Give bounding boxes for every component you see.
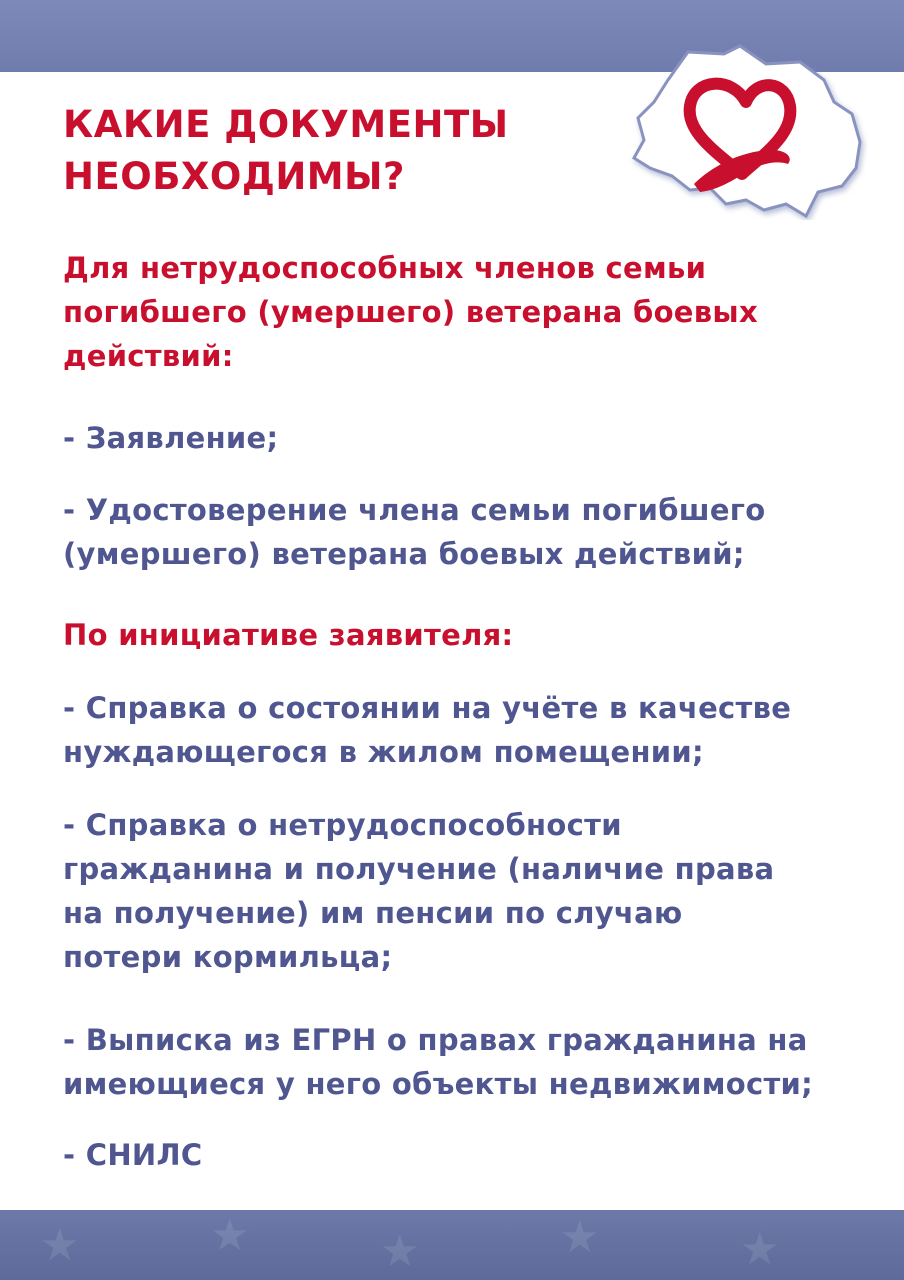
item-line: - Справка о состоянии на учёте в качестве: [63, 691, 792, 725]
heart-hand-map-icon: [628, 40, 868, 220]
list-item-disability-certificate: [63, 803, 863, 979]
page-title: [63, 99, 623, 203]
list-item-egrn-extract: [63, 1018, 863, 1106]
bottom-band: [0, 1210, 904, 1280]
item-line: - Справка о нетрудоспособности: [63, 808, 622, 842]
heading-line: погибшего (умершего) ветерана боевых: [63, 295, 758, 329]
item-line: имеющиеся у него объекты недвижимости;: [63, 1067, 814, 1101]
list-item-housing-certificate: [63, 686, 863, 774]
heading-line: Для нетрудоспособных членов семьи: [63, 251, 707, 285]
title-line: НЕОБХОДИМЫ?: [63, 155, 405, 198]
list-item-application: [63, 416, 863, 460]
star-icon: ★: [740, 1224, 780, 1275]
item-line: (умершего) ветерана боевых действий;: [63, 537, 745, 571]
initiative-section-heading: [63, 613, 863, 657]
item-line: - Выписка из ЕГРН о правах гражданина на: [63, 1023, 808, 1057]
star-icon: ★: [380, 1226, 420, 1277]
heading-line: действий:: [63, 339, 234, 373]
item-line: гражданина и получение (наличие права: [63, 852, 775, 886]
family-section-heading: [63, 246, 863, 378]
item-line: - Заявление;: [63, 421, 279, 455]
item-line: нуждающегося в жилом помещении;: [63, 735, 704, 769]
item-line: - СНИЛС: [63, 1138, 203, 1172]
item-line: на получение) им пенсии по случаю: [63, 896, 683, 930]
title-line: КАКИЕ ДОКУМЕНТЫ: [63, 103, 509, 146]
star-icon: ★: [40, 1220, 80, 1271]
star-icon: ★: [560, 1212, 600, 1263]
heading-line: По инициативе заявителя:: [63, 618, 514, 652]
item-line: - Удостоверение члена семьи погибшего: [63, 493, 766, 527]
item-line: потери кормильца;: [63, 940, 393, 974]
list-item-snils: [63, 1133, 863, 1177]
list-item-family-certificate: [63, 488, 863, 576]
star-icon: ★: [210, 1210, 250, 1261]
